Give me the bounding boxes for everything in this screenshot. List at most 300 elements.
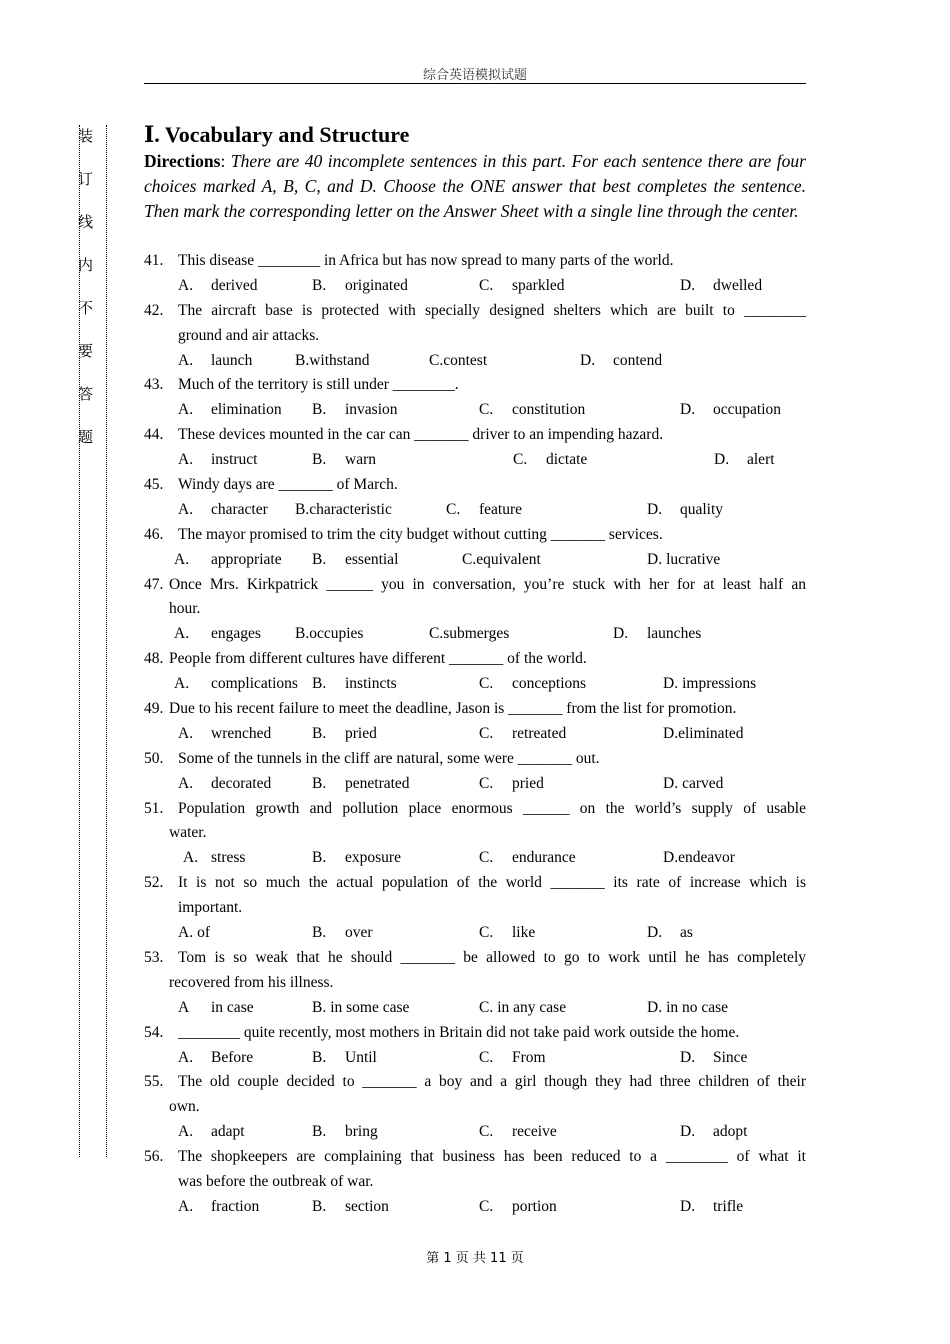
option-text: stress [211, 849, 246, 867]
option-label: D. [663, 774, 679, 792]
option-a[interactable] [174, 622, 261, 647]
question-line [144, 747, 806, 772]
question-stem: Windy days are _______ of March. [178, 476, 398, 494]
question-number: 47. [144, 575, 164, 593]
option-b[interactable] [312, 772, 410, 797]
question-item [144, 1021, 806, 1071]
option-text: dictate [546, 451, 588, 469]
option-label: A. [178, 774, 194, 792]
binding-char: 答 [78, 385, 94, 403]
option-label: A [178, 998, 190, 1016]
binding-char: 要 [78, 342, 94, 360]
option-d[interactable] [663, 672, 756, 697]
option-text: complications [211, 675, 298, 693]
option-label: C. [479, 1123, 494, 1141]
question-number: 51. [144, 799, 164, 817]
options-row [144, 349, 806, 374]
question-item [144, 1070, 806, 1145]
option-label: C. [479, 998, 494, 1016]
option-label: C. [513, 451, 528, 469]
option-d[interactable] [714, 448, 775, 473]
option-c[interactable] [479, 996, 566, 1021]
option-text: Before [211, 1048, 254, 1066]
options-row [144, 1120, 806, 1145]
options-row [144, 622, 806, 647]
option-label: B. [312, 550, 327, 568]
option-a[interactable] [178, 498, 268, 523]
option-b[interactable] [312, 448, 376, 473]
question-line [144, 896, 806, 921]
option-c[interactable] [479, 1195, 557, 1220]
option-text: pried [512, 774, 544, 792]
options-row [144, 498, 806, 523]
question-item [144, 249, 806, 299]
option-label: C. [479, 675, 494, 693]
option-text: exposure [345, 849, 401, 867]
option-text: constitution [512, 401, 586, 419]
question-item [144, 871, 806, 946]
option-label: D. [663, 675, 679, 693]
option-label: B. [312, 998, 327, 1016]
question-line [144, 523, 806, 548]
option-c[interactable] [479, 1046, 546, 1071]
option-a[interactable] [178, 772, 272, 797]
option-a[interactable] [178, 1195, 260, 1220]
option-text: impressions [682, 675, 757, 693]
option-label: A. [178, 276, 194, 294]
option-label: D. [680, 1197, 696, 1215]
option-text: like [512, 924, 536, 942]
option-label: B. [312, 451, 327, 469]
question-item [144, 797, 806, 872]
question-stem: The aircraft base is protected with specially designed shelters which are built to ________ [178, 301, 806, 319]
directions-label: Directions [144, 151, 221, 171]
option-c[interactable] [513, 448, 588, 473]
option-label: D. [663, 724, 679, 742]
question-line [144, 971, 806, 996]
option-label: B. [312, 276, 327, 294]
question-stem: It is not so much the actual population of the world _______ its rate of increase which is [178, 874, 806, 892]
option-c[interactable] [479, 772, 544, 797]
option-label: C. [479, 924, 494, 942]
option-text: occupies [309, 625, 364, 643]
option-label: A. [174, 550, 190, 568]
question-stem: Much of the territory is still under ________. [178, 376, 459, 394]
question-number: 41. [144, 252, 164, 269]
option-b[interactable] [295, 622, 363, 647]
question-item [144, 747, 806, 797]
option-text: contest [443, 351, 488, 369]
binding-char: 订 [78, 170, 94, 188]
option-a[interactable] [178, 722, 272, 747]
option-c[interactable] [446, 498, 523, 523]
option-d[interactable] [663, 846, 735, 871]
option-text: endurance [512, 849, 576, 867]
option-label: B. [295, 500, 310, 518]
option-d[interactable] [680, 1120, 748, 1145]
option-text: originated [345, 276, 408, 294]
question-stem: was before the outbreak of war. [178, 1172, 374, 1190]
binding-line-right [106, 125, 107, 1157]
question-line [144, 697, 806, 722]
option-c[interactable] [462, 548, 541, 573]
question-line [144, 797, 806, 822]
question-line [144, 423, 806, 448]
question-item [144, 946, 806, 1021]
question-stem: hour. [169, 600, 201, 618]
option-text: warn [345, 451, 376, 469]
option-label: C. [479, 1197, 494, 1215]
binding-char: 装 [78, 127, 94, 145]
option-label: C. [429, 351, 444, 369]
options-row [144, 548, 806, 573]
page-footer: 第 1 页 共 11 页 [426, 1251, 524, 1266]
question-number: 46. [144, 525, 164, 543]
option-c[interactable] [479, 722, 567, 747]
option-text: elimination [211, 401, 282, 419]
question-stem: important. [178, 899, 243, 917]
option-text: quality [680, 500, 724, 518]
option-c[interactable] [479, 921, 536, 946]
option-d[interactable] [680, 398, 782, 423]
option-a[interactable] [178, 448, 258, 473]
question-stem: Tom is so weak that he should _______ be allowed to go to work until he has completely [178, 948, 806, 966]
question-line [144, 1070, 806, 1095]
option-b[interactable] [312, 1120, 378, 1145]
question-number: 55. [144, 1073, 164, 1091]
option-text: equivalent [476, 550, 541, 568]
question-number: 49. [144, 700, 164, 718]
question-number: 52. [144, 874, 164, 892]
option-text: Until [345, 1048, 377, 1066]
option-text: of [197, 924, 210, 942]
option-text: conceptions [512, 675, 587, 693]
question-item [144, 697, 806, 747]
option-c[interactable] [479, 1120, 557, 1145]
option-text: instruct [211, 451, 258, 469]
option-b[interactable] [312, 846, 401, 871]
page-header: 综合英语模拟试题 [422, 68, 527, 83]
option-d[interactable] [680, 274, 763, 299]
options-row [144, 996, 806, 1021]
option-label: D. [613, 625, 629, 643]
option-label: A. [178, 351, 194, 369]
question-line [144, 647, 806, 672]
option-label: D. [647, 998, 663, 1016]
option-label: B. [312, 401, 327, 419]
question-number: 56. [144, 1148, 164, 1166]
option-text: in any case [497, 998, 567, 1016]
option-text: From [512, 1048, 546, 1066]
option-a[interactable] [174, 548, 282, 573]
option-label: A. [178, 500, 194, 518]
option-label: C. [462, 550, 477, 568]
option-text: submerges [443, 625, 510, 643]
option-label: B. [312, 1048, 327, 1066]
question-item [144, 299, 806, 374]
option-label: B. [312, 924, 327, 942]
option-b[interactable] [312, 996, 409, 1021]
question-stem: These devices mounted in the car can _______ driver to an impending hazard. [178, 426, 664, 444]
option-label: A. [178, 401, 194, 419]
option-label: A. [174, 625, 190, 643]
question-item [144, 473, 806, 523]
option-b[interactable] [312, 274, 408, 299]
option-d[interactable] [647, 996, 728, 1021]
option-label: B. [312, 849, 327, 867]
question-stem: This disease ________ in Africa but has now spread to many parts of the world. [178, 252, 674, 269]
option-text: instincts [345, 675, 397, 693]
question-number: 42. [144, 301, 164, 319]
option-text: launches [647, 625, 702, 643]
option-text: contend [613, 351, 663, 369]
question-item [144, 423, 806, 473]
option-text: pried [345, 724, 377, 742]
option-c[interactable] [429, 622, 509, 647]
question-item [144, 523, 806, 573]
question-line [144, 324, 806, 349]
option-text: withstand [309, 351, 370, 369]
question-stem: Once Mrs. Kirkpatrick ______ you in conversation, you’re stuck with her for at least half an [169, 575, 806, 593]
option-label: A. [178, 724, 194, 742]
option-text: decorated [211, 774, 272, 792]
options-row [144, 448, 806, 473]
option-d[interactable] [647, 548, 720, 573]
options-row [144, 772, 806, 797]
option-a[interactable] [178, 398, 282, 423]
question-line [144, 1095, 806, 1120]
option-a[interactable] [178, 921, 210, 946]
question-stem: The old couple decided to _______ a boy and a girl though they had three children of their [178, 1073, 806, 1091]
option-text: penetrated [345, 774, 410, 792]
option-a[interactable] [178, 996, 254, 1021]
question-stem: own. [169, 1098, 200, 1116]
option-text: wrenched [211, 724, 272, 742]
question-number: 54. [144, 1023, 164, 1041]
option-a[interactable] [178, 349, 253, 374]
option-label: B. [295, 351, 310, 369]
option-label: D. [714, 451, 730, 469]
option-b[interactable] [312, 548, 399, 573]
option-b[interactable] [312, 398, 398, 423]
header-rule [144, 83, 806, 84]
question-stem: ________ quite recently, most mothers in Britain did not take paid work outside the home. [178, 1023, 740, 1041]
option-label: B. [295, 625, 310, 643]
option-c[interactable] [479, 846, 576, 871]
binding-char: 线 [78, 213, 94, 231]
option-b[interactable] [312, 672, 397, 697]
option-b[interactable] [312, 1046, 377, 1071]
directions: Directions: There are 40 incomplete sentences in this part. For each sentence there are four choices marked A, B, C, and D. Choose the ONE answer that best completes the sentence. Then mark the corresponding letter on the Answer Sheet with a single line through the center. [144, 151, 806, 221]
question-stem: ground and air attacks. [178, 326, 320, 344]
question-stem: Population growth and pollution place enormous ______ on the world’s supply of usable [178, 799, 806, 817]
option-d[interactable] [680, 1195, 744, 1220]
question-number: 44. [144, 426, 164, 444]
question-line [144, 373, 806, 398]
option-text: over [345, 924, 373, 942]
option-b[interactable] [295, 349, 370, 374]
question-line [144, 299, 806, 324]
question-line [144, 1021, 806, 1046]
option-text: bring [345, 1123, 378, 1141]
question-line [144, 473, 806, 498]
question-stem: The mayor promised to trim the city budget without cutting _______ services. [178, 525, 663, 543]
option-c[interactable] [429, 349, 487, 374]
option-text: fraction [211, 1197, 260, 1215]
option-d[interactable] [613, 622, 702, 647]
option-text: alert [747, 451, 775, 469]
question-number: 48. [144, 650, 164, 668]
option-a[interactable] [178, 274, 258, 299]
question-stem: Due to his recent failure to meet the deadline, Jason is _______ from the list for promotion. [169, 700, 737, 718]
option-label: D. [680, 1048, 696, 1066]
options-row [144, 1046, 806, 1071]
option-text: occupation [713, 401, 782, 419]
question-stem: People from different cultures have different _______ of the world. [169, 650, 587, 668]
question-item [144, 1145, 806, 1220]
option-c[interactable] [479, 672, 587, 697]
options-row [144, 398, 806, 423]
option-text: carved [682, 774, 724, 792]
option-text: character [211, 500, 268, 518]
options-row [144, 1195, 806, 1220]
option-text: invasion [345, 401, 398, 419]
option-d[interactable] [663, 722, 744, 747]
option-label: C. [479, 774, 494, 792]
options-row [144, 672, 806, 697]
option-d[interactable] [647, 921, 693, 946]
option-label: A. [178, 1123, 194, 1141]
option-label: B. [312, 1123, 327, 1141]
question-number: 43. [144, 376, 164, 394]
question-stem: water. [169, 824, 207, 842]
option-text: launch [211, 351, 253, 369]
option-label: D. [647, 924, 663, 942]
option-label: B. [312, 774, 327, 792]
option-text: sparkled [512, 276, 565, 294]
option-label: C. [479, 1048, 494, 1066]
option-text: trifle [713, 1197, 744, 1215]
question-number: 50. [144, 749, 164, 767]
option-a[interactable] [178, 1120, 245, 1145]
binding-line-left [79, 125, 80, 1157]
option-d[interactable] [647, 498, 724, 523]
option-d[interactable] [663, 772, 723, 797]
binding-char: 不 [78, 299, 94, 317]
question-stem: The shopkeepers are complaining that business has been reduced to a ________ of what it [178, 1148, 806, 1166]
option-text: endeavor [678, 849, 735, 867]
option-d[interactable] [680, 1046, 748, 1071]
option-text: essential [345, 550, 399, 568]
option-label: D. [680, 276, 696, 294]
option-a[interactable] [174, 672, 298, 697]
option-text: dwelled [713, 276, 763, 294]
option-label: D. [647, 500, 663, 518]
question-stem: recovered from his illness. [169, 973, 334, 991]
option-label: C. [479, 724, 494, 742]
option-b[interactable] [312, 921, 373, 946]
question-line [144, 821, 806, 846]
option-label: C. [479, 401, 494, 419]
option-b[interactable] [312, 1195, 389, 1220]
option-c[interactable] [479, 274, 565, 299]
option-text: eliminated [678, 724, 744, 742]
option-label: D. [680, 1123, 696, 1141]
question-number: 53. [144, 948, 164, 966]
options-row [144, 722, 806, 747]
section-title: Ⅰ. Vocabulary and Structure [144, 122, 410, 147]
option-text: derived [211, 276, 258, 294]
option-label: A. [178, 1048, 194, 1066]
question-line [144, 597, 806, 622]
option-text: feature [479, 500, 523, 518]
option-text: in case [211, 998, 254, 1016]
question-line [144, 249, 806, 274]
question-stem: Some of the tunnels in the cliff are natural, some were _______ out. [178, 749, 600, 767]
question-item [144, 373, 806, 423]
option-b[interactable] [295, 498, 392, 523]
option-a[interactable] [178, 1046, 254, 1071]
option-text: portion [512, 1197, 557, 1215]
option-label: A. [174, 675, 190, 693]
option-text: Since [713, 1048, 748, 1066]
option-label: C. [446, 500, 461, 518]
option-text: receive [512, 1123, 557, 1141]
option-text: in no case [666, 998, 729, 1016]
question-line [144, 871, 806, 896]
question-line [144, 1145, 806, 1170]
options-row [144, 921, 806, 946]
option-text: as [680, 924, 693, 942]
option-text: appropriate [211, 550, 282, 568]
option-text: retreated [512, 724, 567, 742]
option-label: C. [429, 625, 444, 643]
option-label: D. [680, 401, 696, 419]
question-item [144, 573, 806, 648]
question-number: 45. [144, 476, 164, 494]
option-label: A. [178, 1197, 194, 1215]
options-row [144, 274, 806, 299]
option-text: engages [211, 625, 261, 643]
option-text: adapt [211, 1123, 245, 1141]
question-line [144, 573, 806, 598]
option-text: lucrative [666, 550, 721, 568]
option-a[interactable] [183, 846, 246, 871]
option-label: D. [647, 550, 663, 568]
question-list [144, 249, 806, 1220]
option-text: characteristic [309, 500, 392, 518]
options-row [144, 846, 806, 871]
option-b[interactable] [312, 722, 377, 747]
question-line [144, 946, 806, 971]
option-label: D. [580, 351, 596, 369]
option-text: adopt [713, 1123, 748, 1141]
binding-char: 内 [78, 256, 94, 274]
binding-char: 题 [78, 428, 94, 446]
option-text: section [345, 1197, 389, 1215]
option-c[interactable] [479, 398, 586, 423]
question-item [144, 647, 806, 697]
option-d[interactable] [580, 349, 663, 374]
option-label: C. [479, 276, 494, 294]
option-label: C. [479, 849, 494, 867]
option-label: A. [183, 849, 199, 867]
option-text: in some case [330, 998, 410, 1016]
option-label: B. [312, 724, 327, 742]
directions-text: There are 40 incomplete sentences in this part. For each sentence there are four choices marked A, B, C, and D. Choose the ONE answer that best completes the sentence. Then mark the corresponding letter on the Answer Sheet with a single line through the center. [144, 151, 806, 221]
question-line [144, 1170, 806, 1195]
option-label: B. [312, 1197, 327, 1215]
